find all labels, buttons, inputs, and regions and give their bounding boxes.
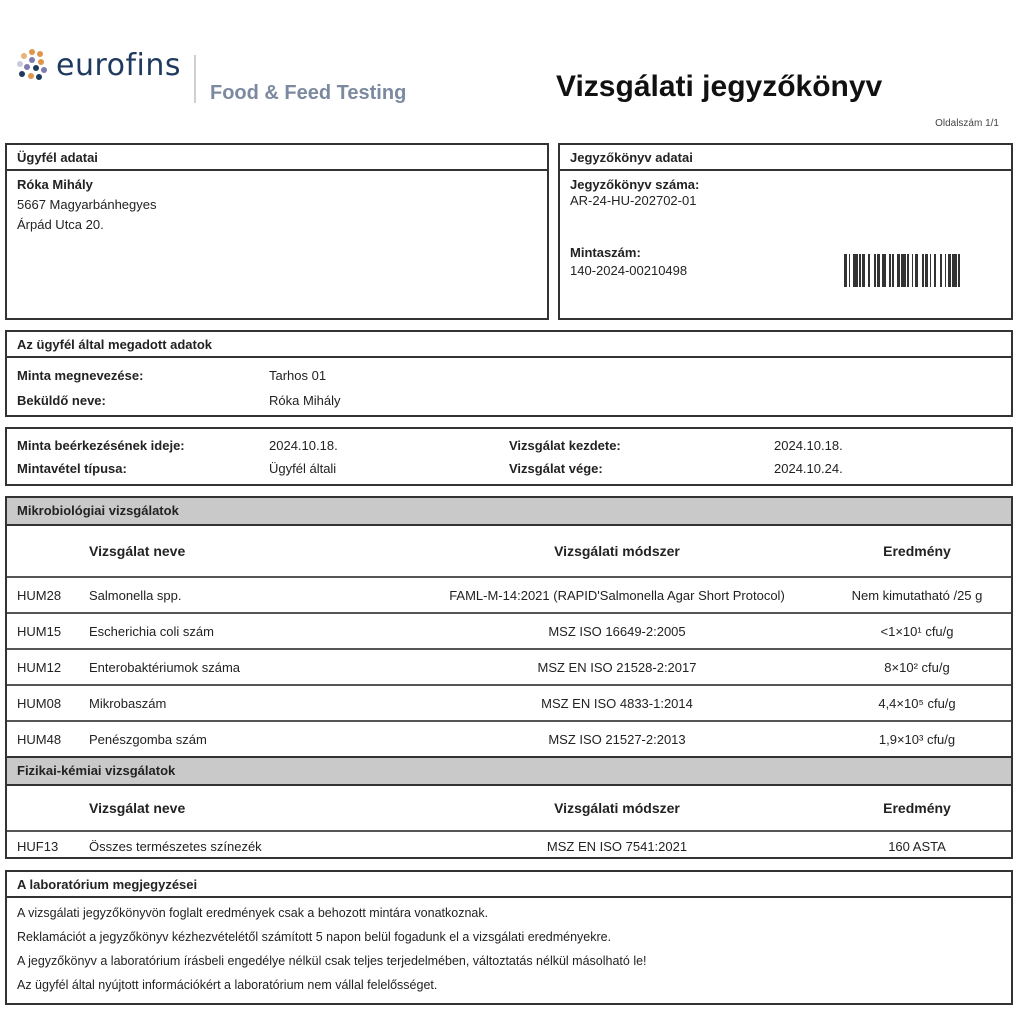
results-table xyxy=(5,496,1013,859)
table-row xyxy=(7,832,1011,863)
test-method: MSZ EN ISO 21528-2:2017 xyxy=(537,660,697,675)
header-divider xyxy=(194,55,196,103)
test-code: HUM28 xyxy=(17,588,62,603)
test-name: Összes természetes színezék xyxy=(89,839,262,854)
test-method: MSZ EN ISO 7541:2021 xyxy=(546,839,688,854)
lab-note: Reklamációt a jegyzőkönyv kézhezvételétől számított 5 napon belül fogadunk el a vizsgálati eredményekre. xyxy=(17,930,612,944)
col-header-name: Vizsgálat neve xyxy=(89,543,186,559)
test-name: Penészgomba szám xyxy=(89,732,207,747)
received-value: 2024.10.18. xyxy=(269,438,338,453)
col-header-result: Eredmény xyxy=(883,543,951,559)
barcode-icon xyxy=(844,254,988,287)
sender-label: Beküldő neve: xyxy=(17,393,106,408)
lab-notes-heading: A laboratórium megjegyzései xyxy=(7,872,1011,898)
test-code: HUM08 xyxy=(17,696,62,711)
brand-name: eurofins xyxy=(56,47,182,83)
client-provided-box xyxy=(5,330,1013,417)
physchem-column-header xyxy=(7,786,1011,832)
client-address-line2: Árpád Utca 20. xyxy=(17,217,104,232)
barcode-stripe xyxy=(960,254,963,287)
col-header-method: Vizsgálati módszer xyxy=(554,543,680,559)
test-code: HUM15 xyxy=(17,624,62,639)
test-start-label: Vizsgálat kezdete: xyxy=(509,438,621,453)
test-method: MSZ EN ISO 4833-1:2014 xyxy=(541,696,693,711)
test-name: Escherichia coli szám xyxy=(89,624,214,639)
test-method: FAML-M-14:2021 (RAPID'Salmonella Agar Short Protocol) xyxy=(449,588,785,603)
page-number: Oldalszám 1/1 xyxy=(935,118,999,129)
micro-section-heading: Mikrobiológiai vizsgálatok xyxy=(7,498,1011,526)
lab-note: Az ügyfél által nyújtott információkért a laboratórium nem vállal felelősséget. xyxy=(17,978,438,992)
report-heading: Jegyzőkönyv adatai xyxy=(560,145,1011,171)
report-number-value: AR-24-HU-202702-01 xyxy=(570,193,697,208)
test-end-label: Vizsgálat vége: xyxy=(509,461,603,476)
col-header-method: Vizsgálati módszer xyxy=(554,800,680,816)
client-box xyxy=(5,143,549,320)
test-name: Salmonella spp. xyxy=(89,588,182,603)
physchem-section-heading: Fizikai-kémiai vizsgálatok xyxy=(7,758,1011,786)
test-result: 8×10² cfu/g xyxy=(884,660,950,675)
document-title: Vizsgálati jegyzőkönyv xyxy=(556,70,883,103)
lab-note: A vizsgálati jegyzőkönyvön foglalt eredmények csak a behozott mintára vonatkoznak. xyxy=(17,906,489,920)
col-header-result: Eredmény xyxy=(883,800,951,816)
report-number-label: Jegyzőkönyv száma: xyxy=(570,177,700,192)
test-name: Enterobaktériumok száma xyxy=(89,660,241,675)
sample-number-value: 140-2024-00210498 xyxy=(570,263,688,278)
test-result: Nem kimutatható /25 g xyxy=(851,588,983,603)
test-method: MSZ ISO 21527-2:2013 xyxy=(548,732,686,747)
test-result: 4,4×10⁵ cfu/g xyxy=(878,696,956,711)
client-heading: Ügyfél adatai xyxy=(7,145,547,171)
test-result: 1,9×10³ cfu/g xyxy=(878,732,956,747)
micro-column-header xyxy=(7,526,1011,578)
test-method: MSZ ISO 16649-2:2005 xyxy=(548,624,686,639)
lab-notes-box xyxy=(5,870,1013,1005)
tagline: Food & Feed Testing xyxy=(210,82,407,104)
test-code: HUM12 xyxy=(17,660,62,675)
test-code: HUM48 xyxy=(17,732,62,747)
client-address-line1: 5667 Magyarbánhegyes xyxy=(17,197,157,212)
test-end-value: 2024.10.24. xyxy=(774,461,843,476)
sampling-type-label: Mintavétel típusa: xyxy=(17,461,127,476)
test-start-value: 2024.10.18. xyxy=(774,438,843,453)
test-code: HUF13 xyxy=(17,839,59,854)
eurofins-logo-icon xyxy=(14,47,50,83)
dates-box xyxy=(5,427,1013,486)
sampling-type-value: Ügyfél általi xyxy=(269,461,337,476)
table-row xyxy=(7,614,1011,650)
sender-value: Róka Mihály xyxy=(269,393,341,408)
test-result: 160 ASTA xyxy=(888,839,946,854)
test-result: <1×10¹ cfu/g xyxy=(880,624,954,639)
received-label: Minta beérkezésének ideje: xyxy=(17,438,185,453)
report-box xyxy=(558,143,1013,320)
client-provided-heading: Az ügyfél által megadott adatok xyxy=(7,332,1011,358)
table-row xyxy=(7,722,1011,758)
sample-number-label: Mintaszám: xyxy=(570,245,641,260)
client-name: Róka Mihály xyxy=(17,177,93,192)
table-row xyxy=(7,686,1011,722)
test-name: Mikrobaszám xyxy=(89,696,167,711)
eurofins-logo xyxy=(14,45,181,85)
lab-note: A jegyzőkönyv a laboratórium írásbeli engedélye nélkül csak teljes terjedelmében, változtatás nélkül másolható le! xyxy=(17,954,647,968)
sample-name-value: Tarhos 01 xyxy=(269,368,327,383)
sample-name-label: Minta megnevezése: xyxy=(17,368,144,383)
table-row xyxy=(7,650,1011,686)
col-header-name: Vizsgálat neve xyxy=(89,800,186,816)
table-row xyxy=(7,578,1011,614)
